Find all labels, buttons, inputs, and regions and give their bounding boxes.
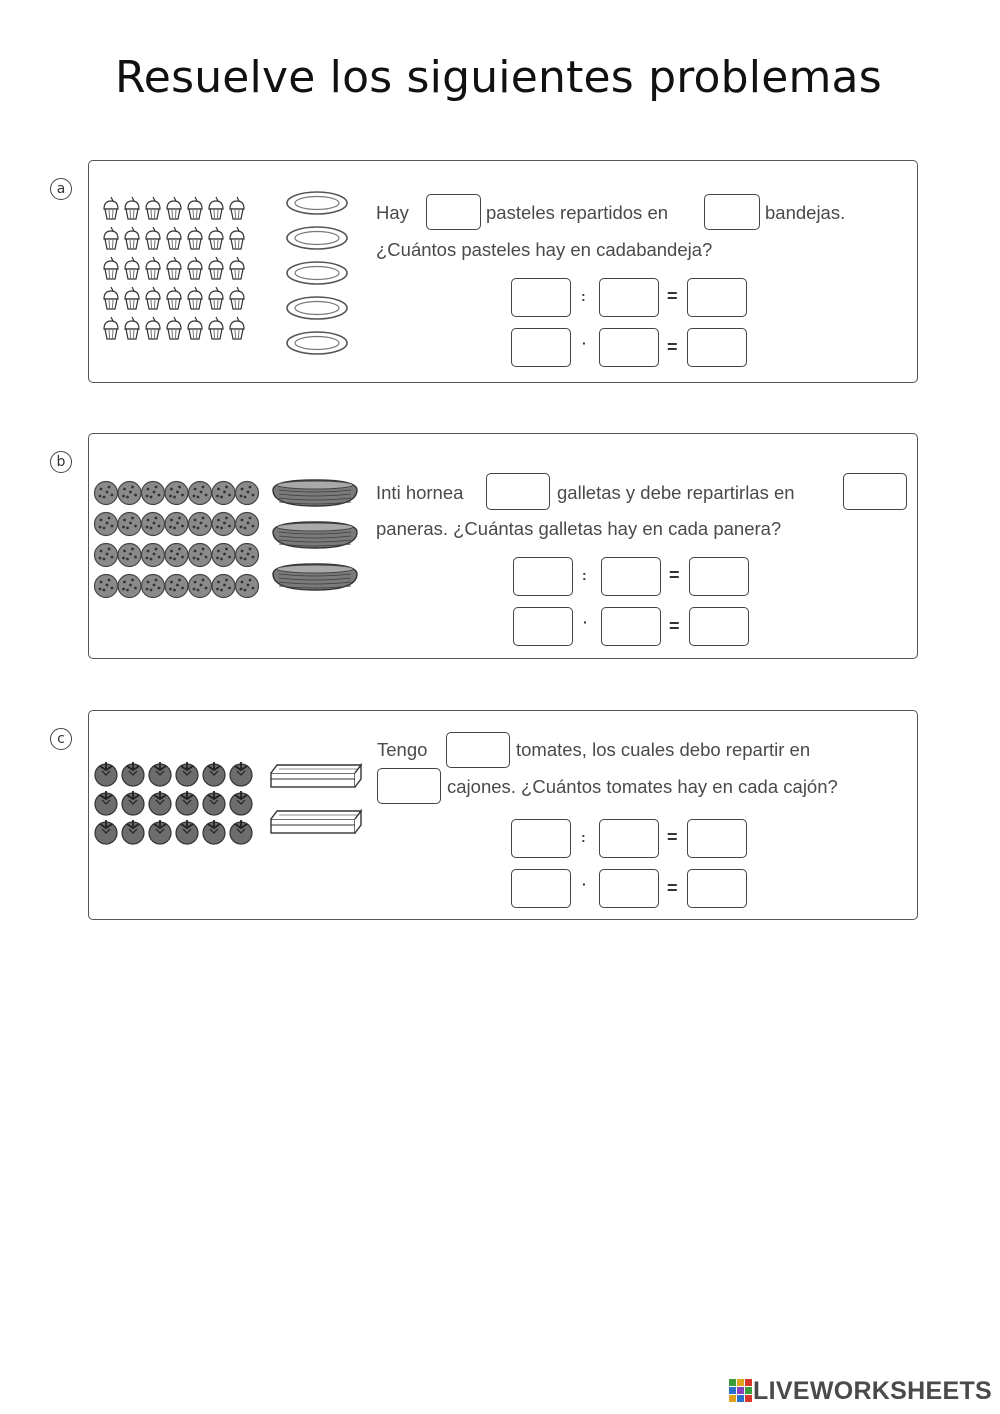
problem-a-text-3: bandejas. <box>765 202 846 223</box>
problem-a-div-equals: = <box>667 286 678 306</box>
problem-a-mul-result[interactable] <box>687 328 747 367</box>
problem-c-div-equals: = <box>667 827 678 847</box>
cupcake-icon <box>230 197 244 219</box>
problem-a-div-divisor[interactable] <box>599 278 659 317</box>
cookie-icon <box>236 544 259 567</box>
problem-b-text-1: Inti hornea <box>376 482 464 503</box>
cookie-icon <box>236 513 259 536</box>
problem-a-panel <box>88 160 918 383</box>
tray-icon <box>287 227 347 249</box>
cookie-icon <box>142 544 165 567</box>
problem-b-baskets-input[interactable] <box>843 473 907 510</box>
cookie-icon <box>236 482 259 505</box>
cupcake-icon <box>146 287 160 309</box>
tomato-icon <box>230 791 252 815</box>
cookie-icon <box>95 575 118 598</box>
cookie-icon <box>212 575 235 598</box>
cookie-icon <box>118 575 141 598</box>
tray-column <box>285 189 355 361</box>
cookie-icon <box>189 575 212 598</box>
cupcake-icon <box>167 287 181 309</box>
tomato-icon <box>149 762 171 786</box>
problem-a-mul-factor2[interactable] <box>599 328 659 367</box>
problem-a-div-result[interactable] <box>687 278 747 317</box>
tomato-icon <box>176 762 198 786</box>
problem-a-text-2: pasteles repartidos en <box>486 202 669 223</box>
cupcake-icon <box>104 197 118 219</box>
problem-b-mul-result[interactable] <box>689 607 749 646</box>
problem-c-mul-equals: = <box>667 878 678 898</box>
cupcake-icon <box>104 257 118 279</box>
crate-column <box>269 759 364 849</box>
cupcake-icon <box>209 197 223 219</box>
cupcake-icon <box>167 197 181 219</box>
cupcake-icon <box>125 257 139 279</box>
problem-a-cakes-input[interactable] <box>426 194 481 230</box>
problem-b-div-divisor[interactable] <box>601 557 661 596</box>
problem-c-div-result[interactable] <box>687 819 747 858</box>
cupcake-icon <box>209 317 223 339</box>
problem-b-text-2: galletas y debe repartirlas en <box>557 482 795 503</box>
tomato-icon <box>95 791 117 815</box>
breadbasket-icon <box>273 522 357 548</box>
tray-icon <box>287 297 347 319</box>
tomato-icon <box>203 762 225 786</box>
breadbasket-icon <box>273 480 357 506</box>
cookie-icon <box>118 513 141 536</box>
cupcake-icon <box>104 227 118 249</box>
cupcake-icon <box>167 257 181 279</box>
cupcake-icon <box>209 287 223 309</box>
cupcake-icon <box>209 257 223 279</box>
problem-c-text-2: tomates, los cuales debo repartir en <box>516 739 811 760</box>
cookie-icon <box>95 513 118 536</box>
problem-b-panel <box>88 433 918 659</box>
problem-b-cookies-input[interactable] <box>486 473 550 510</box>
problem-c-crates-input[interactable] <box>377 768 441 804</box>
tomato-icon <box>230 820 252 844</box>
cookie-icon <box>189 513 212 536</box>
cookie-icon <box>189 482 212 505</box>
breadbasket-icon <box>273 564 357 590</box>
problem-b-div-equals: = <box>669 565 680 585</box>
cookie-icon <box>236 575 259 598</box>
tray-icon <box>287 262 347 284</box>
cookie-icon <box>165 575 188 598</box>
cookie-icon <box>142 575 165 598</box>
cookie-icon <box>118 482 141 505</box>
tomato-grid <box>93 757 253 849</box>
problem-b-div-dividend[interactable] <box>513 557 573 596</box>
cupcake-icon <box>167 227 181 249</box>
problem-b-mul-factor1[interactable] <box>513 607 573 646</box>
problem-c-question: cajones. ¿Cuántos tomates hay en cada cajón? <box>447 776 838 797</box>
cupcake-icon <box>146 227 160 249</box>
tomato-icon <box>149 791 171 815</box>
cupcake-icon <box>104 287 118 309</box>
problem-b-div-result[interactable] <box>689 557 749 596</box>
tomato-icon <box>122 791 144 815</box>
breadbasket-column <box>269 476 364 606</box>
tomato-icon <box>203 820 225 844</box>
crate-icon <box>271 811 361 833</box>
cupcake-icon <box>188 287 202 309</box>
cookie-icon <box>142 513 165 536</box>
cupcake-icon <box>146 317 160 339</box>
cookie-icon <box>95 482 118 505</box>
cupcake-icon <box>188 227 202 249</box>
problem-b-mul-sign: · <box>583 614 588 630</box>
problem-a-question: ¿Cuántos pasteles hay en cadabandeja? <box>376 239 713 260</box>
cookie-icon <box>212 482 235 505</box>
cupcake-icon <box>125 227 139 249</box>
tomato-icon <box>95 820 117 844</box>
tomato-icon <box>95 762 117 786</box>
tomato-icon <box>230 762 252 786</box>
problem-c-letter: c <box>50 728 72 750</box>
problem-c-panel <box>88 710 918 920</box>
crate-icon <box>271 765 361 787</box>
cupcake-icon <box>230 227 244 249</box>
cupcake-icon <box>188 257 202 279</box>
problem-b-mul-equals: = <box>669 616 680 636</box>
tomato-icon <box>176 791 198 815</box>
cupcake-icon <box>146 197 160 219</box>
cookie-icon <box>212 513 235 536</box>
tray-icon <box>287 332 347 354</box>
cookie-icon <box>212 544 235 567</box>
tomato-icon <box>176 820 198 844</box>
problem-c-mul-sign: · <box>582 876 587 892</box>
liveworksheets-mark-icon <box>729 1379 753 1405</box>
page-title: Resuelve los siguientes problemas <box>115 52 882 103</box>
liveworksheets-logo[interactable] <box>729 1377 992 1406</box>
problem-a-text-1: Hay <box>376 202 409 223</box>
problem-c-mul-result[interactable] <box>687 869 747 908</box>
cupcake-icon <box>146 257 160 279</box>
problem-c-div-divisor[interactable] <box>599 819 659 858</box>
cookie-icon <box>118 544 141 567</box>
cookie-icon <box>165 544 188 567</box>
problem-b-question: paneras. ¿Cuántas galletas hay en cada panera? <box>376 518 782 539</box>
problem-a-div-sign: : <box>581 288 586 304</box>
tomato-icon <box>122 820 144 844</box>
tomato-icon <box>203 791 225 815</box>
problem-a-div-dividend[interactable] <box>511 278 571 317</box>
problem-a-trays-input[interactable] <box>704 194 760 230</box>
problem-c-mul-factor2[interactable] <box>599 869 659 908</box>
cupcake-icon <box>209 227 223 249</box>
problem-c-tomatoes-input[interactable] <box>446 732 510 768</box>
cookie-grid <box>93 479 263 604</box>
cookie-icon <box>142 482 165 505</box>
problem-c-text-1: Tengo <box>377 739 428 760</box>
cookie-icon <box>165 482 188 505</box>
cookie-icon <box>189 544 212 567</box>
problem-b-div-sign: : <box>582 567 587 583</box>
cupcake-icon <box>230 257 244 279</box>
problem-c-div-sign: : <box>581 829 586 845</box>
cookie-icon <box>165 513 188 536</box>
cupcake-icon <box>188 197 202 219</box>
cupcake-icon <box>125 317 139 339</box>
problem-a-mul-sign: · <box>582 335 587 351</box>
cupcake-grid <box>101 195 256 355</box>
problem-c-mul-factor1[interactable] <box>511 869 571 908</box>
problem-a-mul-equals: = <box>667 337 678 357</box>
cupcake-icon <box>104 317 118 339</box>
liveworksheets-wordmark: LIVEWORKSHEETS <box>753 1377 992 1405</box>
tomato-icon <box>149 820 171 844</box>
cupcake-icon <box>188 317 202 339</box>
cookie-icon <box>95 544 118 567</box>
cupcake-icon <box>167 317 181 339</box>
tray-icon <box>287 192 347 214</box>
cupcake-icon <box>230 287 244 309</box>
cupcake-icon <box>125 197 139 219</box>
cupcake-icon <box>230 317 244 339</box>
problem-a-letter: a <box>50 178 72 200</box>
problem-a-mul-factor1[interactable] <box>511 328 571 367</box>
problem-b-mul-factor2[interactable] <box>601 607 661 646</box>
cupcake-icon <box>125 287 139 309</box>
problem-b-letter: b <box>50 451 72 473</box>
tomato-icon <box>122 762 144 786</box>
problem-c-div-dividend[interactable] <box>511 819 571 858</box>
